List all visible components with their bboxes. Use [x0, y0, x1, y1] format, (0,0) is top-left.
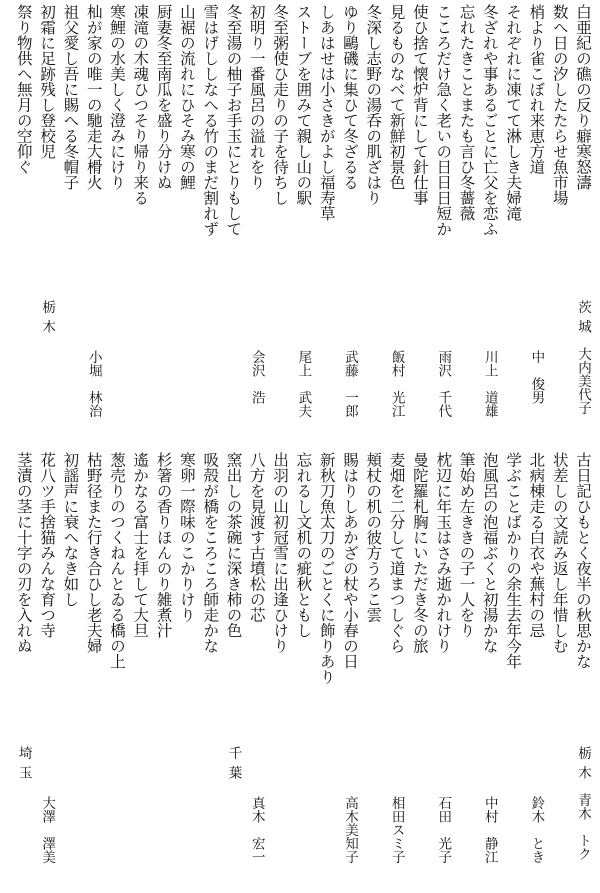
- poem-column: [34, 448, 60, 893]
- haiku-text: 梢より雀こぼれ来恵方道: [527, 4, 546, 175]
- haiku-text: 吸殻が橋をころころ師走かな: [201, 452, 220, 654]
- haiku-text: 茎漬の茎に十字の刃を入れぬ: [14, 452, 33, 654]
- haiku-text: 枯野径また行き合ひし老夫婦: [84, 452, 103, 654]
- haiku-text: 冬ざれや事あるごとに亡父を恋ふ: [480, 4, 499, 237]
- prefecture-label: 千葉: [225, 746, 242, 785]
- poem-column: [314, 0, 340, 446]
- poem-column: [57, 0, 83, 446]
- author-name: 中 俊男: [528, 350, 545, 404]
- author-name: 石田 光子: [435, 796, 452, 864]
- prefecture-label: 埼玉: [15, 746, 32, 785]
- haiku-text: 凍滝の木魂ひつそり帰り来る: [131, 4, 150, 206]
- poem-column: [430, 448, 456, 893]
- haiku-text: それぞれに凍てて淋しき夫婦滝: [504, 4, 523, 221]
- author-name: 雨沢 千代: [435, 350, 452, 418]
- author-name: 高木美知子: [342, 796, 358, 864]
- author-block: [384, 746, 410, 864]
- haiku-text: 葱売りのつくねんとゐる橋の上: [108, 452, 126, 669]
- haiku-text: 使ひ捨て懐炉背にして針仕事: [410, 4, 429, 206]
- author-name: 中村 静江: [481, 796, 498, 864]
- haiku-text: 八方を見渡す古墳松の芯: [247, 452, 266, 623]
- author-block: [11, 746, 37, 785]
- poem-column: [337, 448, 363, 893]
- author-block: [337, 746, 363, 864]
- poem-column: [221, 0, 247, 446]
- haiku-text: こころだけ急く老いの日日日短か: [434, 4, 453, 237]
- poem-column: [337, 0, 363, 446]
- poem-column: [11, 0, 37, 446]
- author-block: [570, 300, 596, 415]
- poem-column: [500, 448, 526, 893]
- author-name: 飯村 光江: [388, 350, 405, 418]
- author-block: [430, 746, 456, 864]
- author-name: 鈴木 とき: [528, 796, 545, 864]
- poem-column: [360, 448, 386, 893]
- poem-column: [104, 0, 130, 446]
- poem-column: [127, 0, 153, 446]
- author-name: 大内美代子: [575, 347, 591, 415]
- poem-column: [81, 448, 107, 893]
- haiku-text: 寒卵一際味のこかりけり: [177, 452, 196, 623]
- author-block: [337, 300, 363, 418]
- poem-column: [407, 0, 433, 446]
- haiku-text: 新秋刀魚太刀のごとくに飾りあり: [317, 452, 336, 685]
- haiku-text: 学ぶことばかりの余生去年今年: [504, 452, 523, 669]
- author-block: [477, 746, 503, 864]
- poem-column: [547, 0, 573, 446]
- haiku-text: 雪はげししなへる竹のまだ割れず: [201, 4, 220, 237]
- author-block: [244, 746, 270, 864]
- poem-column: [244, 0, 270, 446]
- author-block: [384, 300, 410, 418]
- poem-column: [407, 448, 433, 893]
- author-name: 青木 トク: [575, 793, 591, 861]
- haiku-text: 寒鯉の水美しく澄みにけり: [108, 4, 126, 190]
- haiku-text: 古日記ひもとく夜半の秋思かな: [574, 452, 592, 669]
- author-block: [477, 300, 503, 418]
- author-name: 相田スミ子: [388, 796, 405, 864]
- poem-column: [290, 0, 316, 446]
- author-name: 武藤 一郎: [342, 350, 358, 418]
- poem-column: [174, 448, 200, 893]
- poem-column: [523, 0, 549, 446]
- haiku-text: 初謡声に衰へなき如し: [61, 452, 80, 607]
- haiku-text: 杣が家の唯一の馳走大榾火: [84, 4, 103, 190]
- haiku-text: 忘れたきことまたも言ひ冬薔薇: [457, 4, 476, 221]
- haiku-text: 遙かなる富士を拝して大旦: [131, 452, 150, 638]
- haiku-text: 冬至湯の柚子お手玉にとりもして: [224, 4, 243, 237]
- poem-column: [197, 0, 223, 446]
- author-name: 川上 道雄: [481, 350, 498, 418]
- prefecture-label: 栃木: [575, 746, 591, 785]
- haiku-text: 頬杖の机の彼方うろこ雲: [364, 452, 383, 623]
- haiku-text: 初霜に足跡残し登校児: [38, 4, 57, 159]
- haiku-text: 賜はりしあかざの杖や小春の日: [341, 452, 359, 669]
- poem-column: [500, 0, 526, 446]
- poem-column: [477, 448, 503, 893]
- poem-column: [570, 448, 596, 893]
- poem-column: [104, 448, 130, 893]
- poem-column: [454, 448, 480, 893]
- haiku-text: 泡風呂の泡福ぶくと初湯かな: [480, 452, 499, 654]
- haiku-text: 山裾の流れにひそみ寒の鯉: [177, 4, 196, 190]
- author-block: [523, 746, 549, 864]
- haiku-text: 北病棟走る白衣や蕪村の忌: [527, 452, 546, 638]
- poem-column: [174, 0, 200, 446]
- author-block: [81, 300, 107, 418]
- poem-column: [151, 448, 177, 893]
- author-block: [244, 300, 270, 404]
- poem-column: [314, 448, 340, 893]
- author-name: 真木 宏一: [248, 796, 265, 864]
- author-block: [34, 746, 60, 864]
- poem-column: [523, 448, 549, 893]
- haiku-text: しあはせは小さきがよし福寿草: [317, 4, 336, 221]
- poem-column: [384, 0, 410, 446]
- poem-column: [454, 0, 480, 446]
- haiku-text: 筆始め左ききの子一人をり: [457, 452, 476, 638]
- poem-column: [151, 0, 177, 446]
- poem-column: [34, 0, 60, 446]
- poem-column: [290, 448, 316, 893]
- haiku-text: 曼陀羅札胸にいただき冬の旅: [410, 452, 429, 654]
- poem-column: [244, 448, 270, 893]
- haiku-text: 杉箸の香りほんのり雑煮汁: [154, 452, 173, 638]
- haiku-text: 祖父愛し吾に賜へる冬帽子: [61, 4, 80, 190]
- poem-column: [11, 448, 37, 893]
- poem-column: [570, 0, 596, 446]
- haiku-text: 忘れるし文机の疵秋ともし: [294, 452, 313, 638]
- prefecture-label: 茨城: [575, 300, 591, 339]
- haiku-text: 枕辺に年玉はさみ逝かれけり: [434, 452, 453, 654]
- poem-column: [477, 0, 503, 446]
- poem-column: [197, 448, 223, 893]
- haiku-text: 窯出しの茶碗に深き柿の色: [224, 452, 243, 638]
- haiku-text: 冬深し志野の湯呑の肌ざはり: [364, 4, 383, 206]
- author-block: [570, 746, 596, 861]
- poem-column: [384, 448, 410, 893]
- haiku-text: ストーブを囲みて親し山の駅: [294, 4, 313, 206]
- author-name: 大澤 澤美: [39, 796, 56, 864]
- haiku-text: 出羽の山初冠雪に出逢ひけり: [271, 452, 290, 654]
- haiku-text: 祭り物供へ無月の空仰ぐ: [14, 4, 33, 175]
- haiku-text: 数へ日の汐したたらせ魚市場: [550, 4, 569, 206]
- poem-column: [267, 0, 293, 446]
- poem-column: [547, 448, 573, 893]
- haiku-text: ゆり鷗磯に集ひて冬ざるる: [341, 4, 359, 190]
- haiku-text: 花八ツ手捨猫みんな育つ寺: [38, 452, 57, 638]
- author-block: [34, 300, 60, 339]
- haiku-text: 冬至粥使ひ走りの子を待ちし: [271, 4, 290, 206]
- bottom-half: [0, 448, 600, 893]
- prefecture-label: 栃木: [39, 300, 56, 339]
- haiku-text: 厨妻冬至南瓜を盛り分けぬ: [154, 4, 173, 190]
- haiku-text: 白亜紀の礁の反り癖寒怒濤: [574, 4, 592, 190]
- poem-column: [81, 0, 107, 446]
- haiku-text: 状差しの文読み返し年惜しむ: [550, 452, 569, 654]
- top-half: [0, 0, 600, 446]
- author-block: [290, 300, 316, 418]
- author-name: 尾上 武夫: [295, 350, 312, 418]
- haiku-text: 見るものなべて新鮮初景色: [387, 4, 406, 190]
- poem-column: [221, 448, 247, 893]
- poem-column: [430, 0, 456, 446]
- author-block: [221, 746, 247, 785]
- poem-column: [360, 0, 386, 446]
- haiku-text: 麦畑を二分して道まつしぐら: [387, 452, 406, 654]
- author-block: [523, 300, 549, 404]
- poem-column: [267, 448, 293, 893]
- poem-column: [57, 448, 83, 893]
- poem-column: [127, 448, 153, 893]
- author-block: [430, 300, 456, 418]
- author-name: 会沢 浩: [248, 350, 265, 404]
- haiku-text: 初明り一番風呂の溢れをり: [247, 4, 266, 190]
- author-name: 小堀 林治: [85, 350, 102, 418]
